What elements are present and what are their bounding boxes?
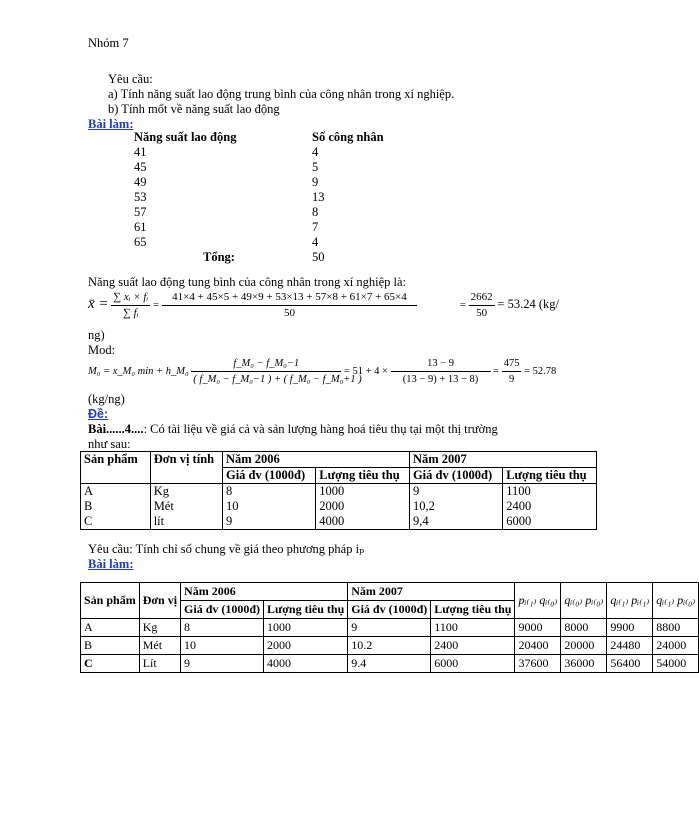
table-row	[130, 235, 416, 250]
table-header-row	[81, 583, 699, 601]
cell: 57	[134, 205, 147, 219]
requirement-2: Yêu cầu: Tính chỉ số chung về giá theo phương pháp iₚ	[88, 542, 365, 556]
table-row	[130, 175, 416, 190]
header-q1p0: qᵢ₍₁₎ pᵢ₍₀₎	[653, 583, 699, 619]
cell: 56400	[607, 655, 653, 673]
cell: A	[81, 619, 140, 637]
total-row	[130, 250, 416, 265]
price-table	[80, 451, 597, 530]
header-p1q0: pᵢ₍₁₎ qᵢ₍₀₎	[515, 583, 561, 619]
mode-label: Mod:	[88, 343, 116, 357]
cell: 8800	[653, 619, 699, 637]
table-row	[81, 655, 699, 673]
cell: Mét	[139, 637, 180, 655]
header-price-2007: Giá đv (1000đ)	[348, 601, 431, 619]
requirement-title: Yêu cầu:	[108, 72, 153, 86]
header-unit: Đơn vị tính	[150, 452, 222, 484]
index-table	[80, 582, 699, 673]
fraction-denominator: 50	[476, 307, 488, 319]
table-row	[130, 145, 416, 160]
cell: 9	[181, 655, 264, 673]
table-row	[130, 160, 416, 175]
requirement-item-b: b) Tính mốt về năng suất lao động	[108, 102, 280, 116]
cell: B	[81, 637, 140, 655]
problem-text: : Có tài liệu về giá cả và sản lượng hàng hoá tiêu thụ tại một thị trường	[143, 422, 498, 436]
fraction-numerator: 41×4 + 45×5 + 49×9 + 53×13 + 57×8 + 61×7 + 65×4	[162, 290, 417, 306]
cell: 4000	[264, 655, 348, 673]
productivity-table	[130, 130, 416, 265]
cell: 1100	[431, 619, 515, 637]
cell: Lít	[139, 655, 180, 673]
total-label: Tổng:	[203, 250, 235, 264]
fraction-numerator: f_M₀ − f_M₀−1	[191, 356, 341, 372]
header-qty-2007: Lượng tiêu thụ	[431, 601, 515, 619]
mode-fraction-3	[502, 356, 522, 387]
fraction-numerator: ∑ xᵢ × fᵢ	[111, 290, 150, 306]
header-product: Sản phẩm	[81, 583, 140, 619]
header-qty-2006: Lượng tiêu thụ	[316, 468, 410, 484]
problem-statement	[88, 422, 498, 437]
header-2007: Năm 2007	[409, 452, 596, 468]
table-row	[130, 190, 416, 205]
cell: 20400	[515, 637, 561, 655]
problem-text-cont: như sau:	[88, 437, 131, 451]
table-row	[81, 637, 699, 655]
total-value: 50	[312, 250, 325, 264]
cell: 2400	[431, 637, 515, 655]
cell: 24480	[607, 637, 653, 655]
table-header-row	[81, 452, 597, 468]
mode-mid: = 51 + 4 ×	[343, 365, 388, 377]
problem-number: Bài......4....	[88, 422, 144, 436]
cell: 4	[312, 145, 319, 159]
cell: 8	[312, 205, 319, 219]
cell: Kg Mét lít	[150, 484, 222, 530]
solution-heading-1: Bài làm:	[88, 117, 134, 131]
header-unit: Đơn vị	[139, 583, 180, 619]
header-workers: Số công nhân	[312, 130, 384, 144]
fraction-denominator: ∑ fᵢ	[123, 307, 139, 319]
cell: 1100 2400 6000	[503, 484, 597, 530]
fraction-numerator: 2662	[469, 290, 495, 306]
cell: 37600	[515, 655, 561, 673]
header-price-2007: Giá đv (1000đ)	[409, 468, 502, 484]
unit-continuation: ng)	[88, 328, 105, 342]
problem-heading: Đề:	[88, 407, 109, 421]
cell: 8000	[561, 619, 607, 637]
header-qty-2006: Lượng tiêu thụ	[264, 601, 348, 619]
cell: 54000	[653, 655, 699, 673]
cell: 8	[181, 619, 264, 637]
fraction-denominator: 50	[283, 307, 295, 319]
average-sentence: Năng suất lao động tung bình của công nhân trong xí nghiệp là:	[88, 275, 406, 289]
cell: 1000	[264, 619, 348, 637]
cell: 1000 2000 4000	[316, 484, 410, 530]
cell: 65	[134, 235, 147, 249]
cell: 2000	[264, 637, 348, 655]
group-header: Nhóm 7	[88, 36, 129, 50]
table-row	[81, 484, 597, 530]
cell: 4	[312, 235, 319, 249]
header-2007: Năm 2007	[348, 583, 515, 601]
header-price-2006: Giá đv (1000đ)	[181, 601, 264, 619]
mode-fraction-2	[391, 356, 491, 387]
header-price-2006: Giá đv (1000đ)	[222, 468, 315, 484]
fraction-denominator: 9	[508, 374, 515, 385]
cell: 9.4	[348, 655, 431, 673]
cell: Kg	[139, 619, 180, 637]
cell: 9900	[607, 619, 653, 637]
cell: 24000	[653, 637, 699, 655]
header-2006: Năm 2006	[181, 583, 348, 601]
formula-lhs: x̄ =	[88, 296, 109, 313]
formula-fraction-1	[111, 290, 150, 321]
cell: 9	[312, 175, 319, 189]
mode-unit: (kg/ng)	[88, 392, 125, 406]
cell: 10	[181, 637, 264, 655]
table-row	[81, 619, 699, 637]
header-qty-2007: Lượng tiêu thụ	[503, 468, 597, 484]
fraction-denominator: (13 − 9) + 13 − 8)	[402, 374, 479, 385]
table-row	[130, 220, 416, 235]
cell: 9	[348, 619, 431, 637]
cell: 5	[312, 160, 319, 174]
cell: 7	[312, 220, 319, 234]
cell: 53	[134, 190, 147, 204]
average-formula: x̄ = $\frac{\text{∑ xᵢ × fᵢ}}{\text{∑ fᵢ}}$ = $\frac{41\times 4 + 45\times 5 + 49\times 9 + 53\times 13 + 57\times 8 + 61\times 7 + 65\times 4}{50}$ = $\frac{2662}{50}$ = 53.24 (kg/	[88, 291, 559, 319]
cell: 10.2	[348, 637, 431, 655]
cell: 8 10 9	[222, 484, 315, 530]
mode-result: = 52.78	[524, 365, 557, 377]
cell: 9000	[515, 619, 561, 637]
fraction-denominator: ( f_M₀ − f_M₀−1 ) + ( f_M₀ − f_M₀+1 )	[193, 374, 362, 385]
table-header-row	[130, 130, 416, 145]
mode-formula: M₀ = x_M₀ min + h_M₀ $\frac{\text{f\_M₀ − f\_M₀−1}}{\text{( f\_M₀ − f\_M₀−1 ) + ( f\_M₀ − f\_M₀+1 )}}$ = 51 + 4 × $\frac{13 - 9}{(13 - 9) + 13 - 8)}$ = $\frac{475}{9}$ = 52.78	[88, 358, 557, 385]
cell: 36000	[561, 655, 607, 673]
header-2006: Năm 2006	[222, 452, 409, 468]
mode-fraction-1	[191, 356, 362, 387]
cell: 20000	[561, 637, 607, 655]
cell: C	[81, 655, 140, 673]
cell: 45	[134, 160, 147, 174]
requirement-item-a: a) Tính năng suất lao động trung bình của công nhân trong xí nghiệp.	[108, 87, 455, 101]
header-productivity: Năng suất lao động	[134, 130, 237, 144]
cell: 9 10,2 9,4	[409, 484, 502, 530]
formula-fraction-2	[162, 290, 417, 321]
header-q1p1: qᵢ₍₁₎ pᵢ₍₁₎	[607, 583, 653, 619]
table-row	[130, 205, 416, 220]
formula-fraction-3	[469, 290, 495, 321]
cell: 61	[134, 220, 147, 234]
cell: 13	[312, 190, 325, 204]
fraction-numerator: 475	[502, 356, 522, 372]
cell: 6000	[431, 655, 515, 673]
cell: A B C	[81, 484, 151, 530]
solution-heading-2: Bài làm:	[88, 557, 134, 571]
fraction-numerator: 13 − 9	[391, 356, 491, 372]
mode-lhs: M₀ = x_M₀ min + h_M₀	[88, 365, 189, 377]
cell: 41	[134, 145, 147, 159]
cell: 49	[134, 175, 147, 189]
formula-result: = 53.24 (kg/	[497, 297, 559, 312]
header-product: Sản phẩm	[81, 452, 151, 484]
header-q0p0: qᵢ₍₀₎ pᵢ₍₀₎	[561, 583, 607, 619]
